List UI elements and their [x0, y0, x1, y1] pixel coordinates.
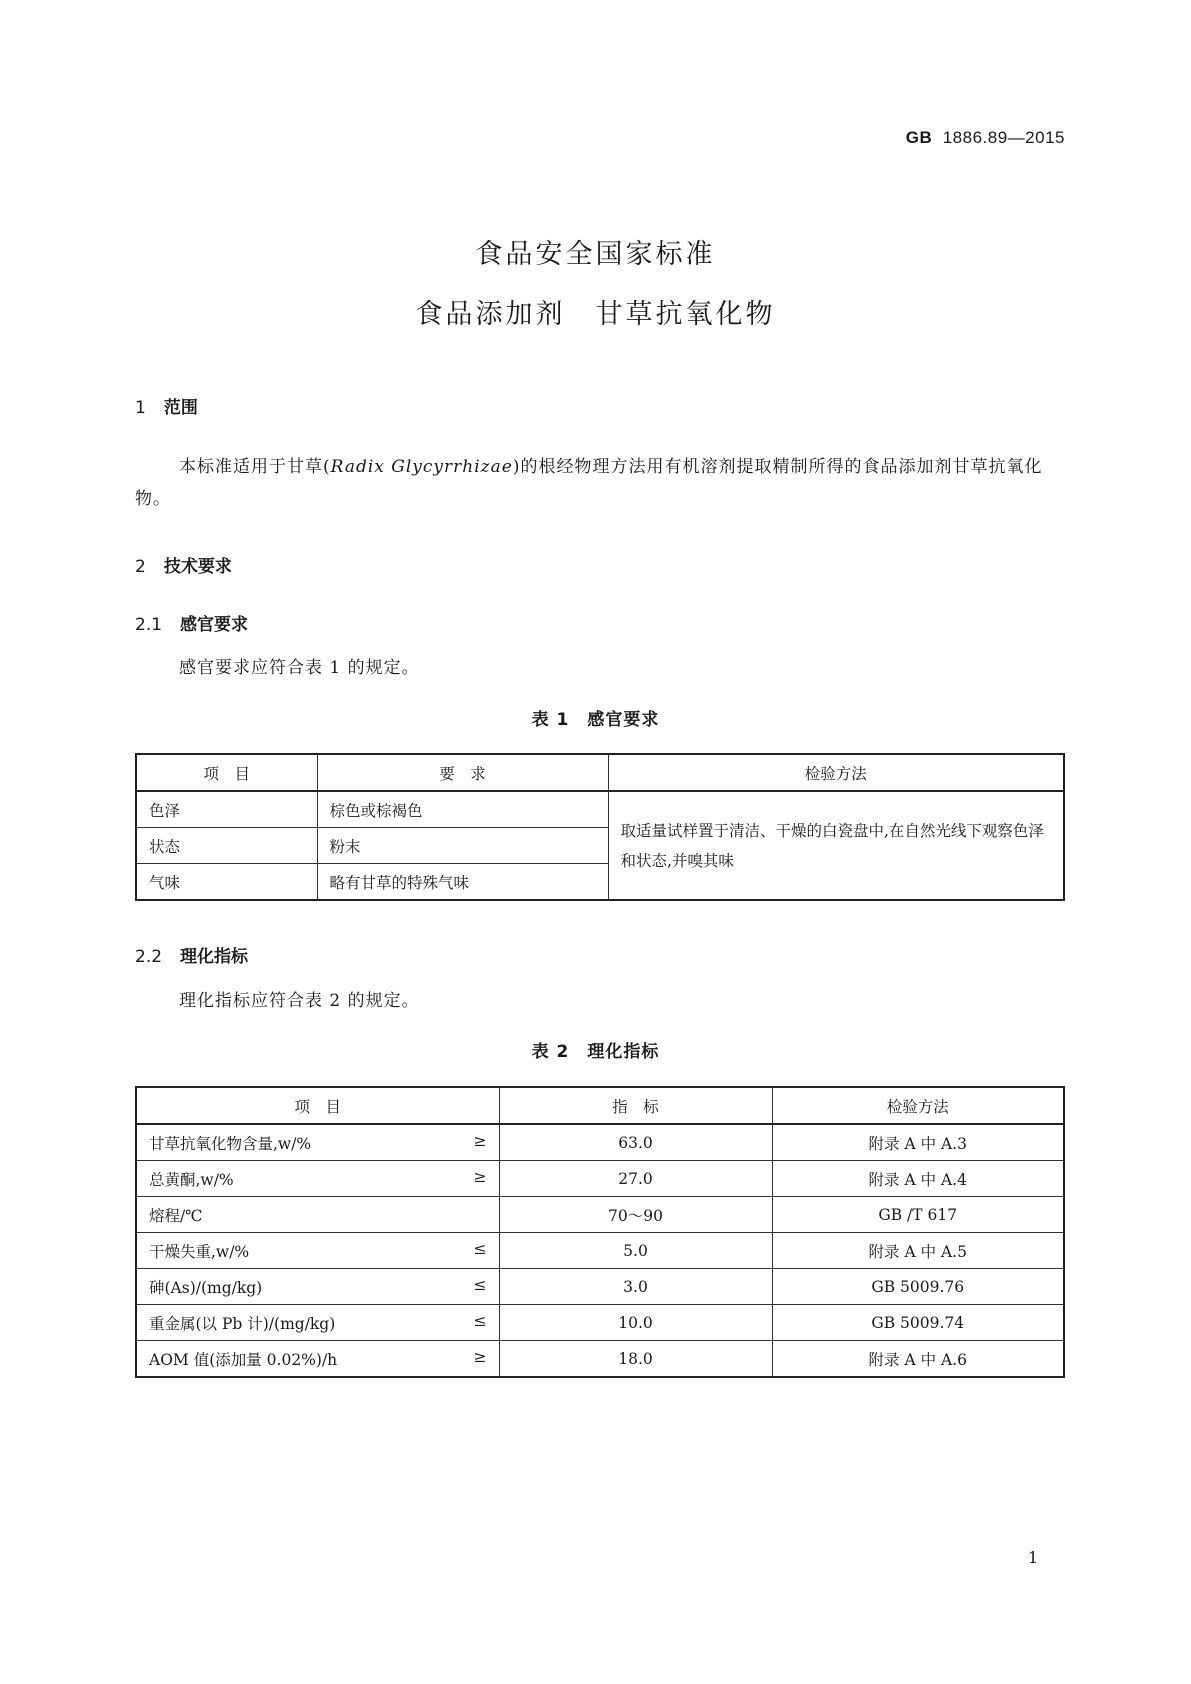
comparison-sign: ≤	[473, 1239, 487, 1258]
item-label: 熔程/℃	[149, 1206, 203, 1225]
item-label: 干燥失重,w/%	[149, 1242, 250, 1261]
column-header: 项 目	[136, 754, 317, 791]
text: )的根经物理方法用有机溶剂提取精制所得的食品添加剂甘草抗氧化物。	[135, 457, 1043, 509]
item-cell	[136, 1305, 499, 1341]
table-2	[135, 1086, 1065, 1378]
item-cell	[136, 1197, 499, 1233]
item-label: 甘草抗氧化物含量,w/%	[149, 1134, 312, 1153]
requirement-cell: 粉末	[317, 828, 608, 864]
item-cell	[136, 1161, 499, 1197]
column-header: 指 标	[499, 1087, 772, 1124]
item-cell: 色泽	[136, 791, 317, 828]
standard-prefix: GB	[905, 128, 933, 147]
text: 感官要求应符合表 1 的规定。	[179, 658, 420, 678]
section-2-2-heading	[135, 942, 248, 967]
section-2-2-paragraph	[135, 985, 1065, 1017]
method-cell: 附录 A 中 A.3	[772, 1124, 1064, 1161]
table-row	[136, 791, 1064, 828]
comparison-sign: ≥	[473, 1347, 487, 1366]
table-row	[136, 1233, 1064, 1269]
value-cell: 10.0	[499, 1305, 772, 1341]
table-header-row	[136, 1087, 1064, 1124]
column-header: 检验方法	[608, 754, 1064, 791]
item-cell: 状态	[136, 828, 317, 864]
table-row	[136, 1269, 1064, 1305]
section-2-heading	[135, 552, 232, 577]
column-header: 要 求	[317, 754, 608, 791]
requirement-cell: 棕色或棕褐色	[317, 791, 608, 828]
value-cell: 63.0	[499, 1124, 772, 1161]
item-cell	[136, 1233, 499, 1269]
standard-code	[906, 128, 1065, 148]
value-cell: 27.0	[499, 1161, 772, 1197]
title-main: 食品安全国家标准	[475, 239, 716, 270]
item-cell	[136, 1341, 499, 1378]
table-row	[136, 1305, 1064, 1341]
value-cell: 70～90	[499, 1197, 772, 1233]
comparison-sign: ≥	[473, 1131, 487, 1150]
column-header: 项 目	[136, 1087, 499, 1124]
method-cell: 附录 A 中 A.6	[772, 1341, 1064, 1378]
text: 理化指标应符合表 2 的规定。	[179, 991, 420, 1011]
comparison-sign: ≤	[473, 1275, 487, 1294]
title-sub: 食品添加剂 甘草抗氧化物	[415, 299, 776, 330]
comparison-sign: ≥	[473, 1167, 487, 1186]
table-row	[136, 1197, 1064, 1233]
section-title: 感官要求	[180, 615, 249, 635]
item-label: 砷(As)/(mg/kg)	[149, 1278, 263, 1297]
section-1-heading	[135, 393, 198, 418]
item-cell	[136, 1269, 499, 1305]
column-header: 检验方法	[772, 1087, 1064, 1124]
section-2-1-heading	[135, 610, 248, 635]
item-label: AOM 值(添加量 0.02%)/h	[149, 1350, 338, 1369]
value-cell: 5.0	[499, 1233, 772, 1269]
table-row	[136, 1161, 1064, 1197]
item-label: 重金属(以 Pb 计)/(mg/kg)	[149, 1314, 336, 1333]
text: 本标准适用于甘草(	[179, 457, 331, 477]
section-number: 1	[135, 398, 146, 418]
page-number: 1	[1028, 1548, 1039, 1567]
item-label: 总黄酮,w/%	[149, 1170, 234, 1189]
table-1-caption: 表 1 感官要求	[531, 710, 660, 730]
item-cell: 气味	[136, 864, 317, 901]
requirement-cell: 略有甘草的特殊气味	[317, 864, 608, 901]
section-number: 2	[135, 557, 146, 577]
value-cell: 18.0	[499, 1341, 772, 1378]
standard-number: 1886.89—2015	[942, 128, 1065, 147]
table-row	[136, 1341, 1064, 1378]
table-1	[135, 753, 1065, 901]
latin-name: Radix Glycyrrhizae	[330, 457, 513, 477]
section-title: 理化指标	[180, 947, 249, 967]
comparison-sign: ≤	[473, 1311, 487, 1330]
section-title: 技术要求	[163, 557, 232, 577]
method-cell: GB 5009.74	[772, 1305, 1064, 1341]
method-cell: GB /T 617	[772, 1197, 1064, 1233]
section-number: 2.2	[135, 947, 163, 967]
section-1-paragraph	[135, 451, 1065, 515]
table-2-caption: 表 2 理化指标	[531, 1042, 660, 1062]
section-2-1-paragraph	[135, 652, 1065, 684]
section-number: 2.1	[135, 615, 163, 635]
method-cell: 附录 A 中 A.5	[772, 1233, 1064, 1269]
item-cell	[136, 1124, 499, 1161]
method-cell: 附录 A 中 A.4	[772, 1161, 1064, 1197]
table-header-row	[136, 754, 1064, 791]
table-row	[136, 1124, 1064, 1161]
section-title: 范围	[163, 398, 198, 418]
method-cell: 取适量试样置于清洁、干燥的白瓷盘中,在自然光线下观察色泽和状态,并嗅其味	[608, 791, 1064, 900]
method-cell: GB 5009.76	[772, 1269, 1064, 1305]
value-cell: 3.0	[499, 1269, 772, 1305]
